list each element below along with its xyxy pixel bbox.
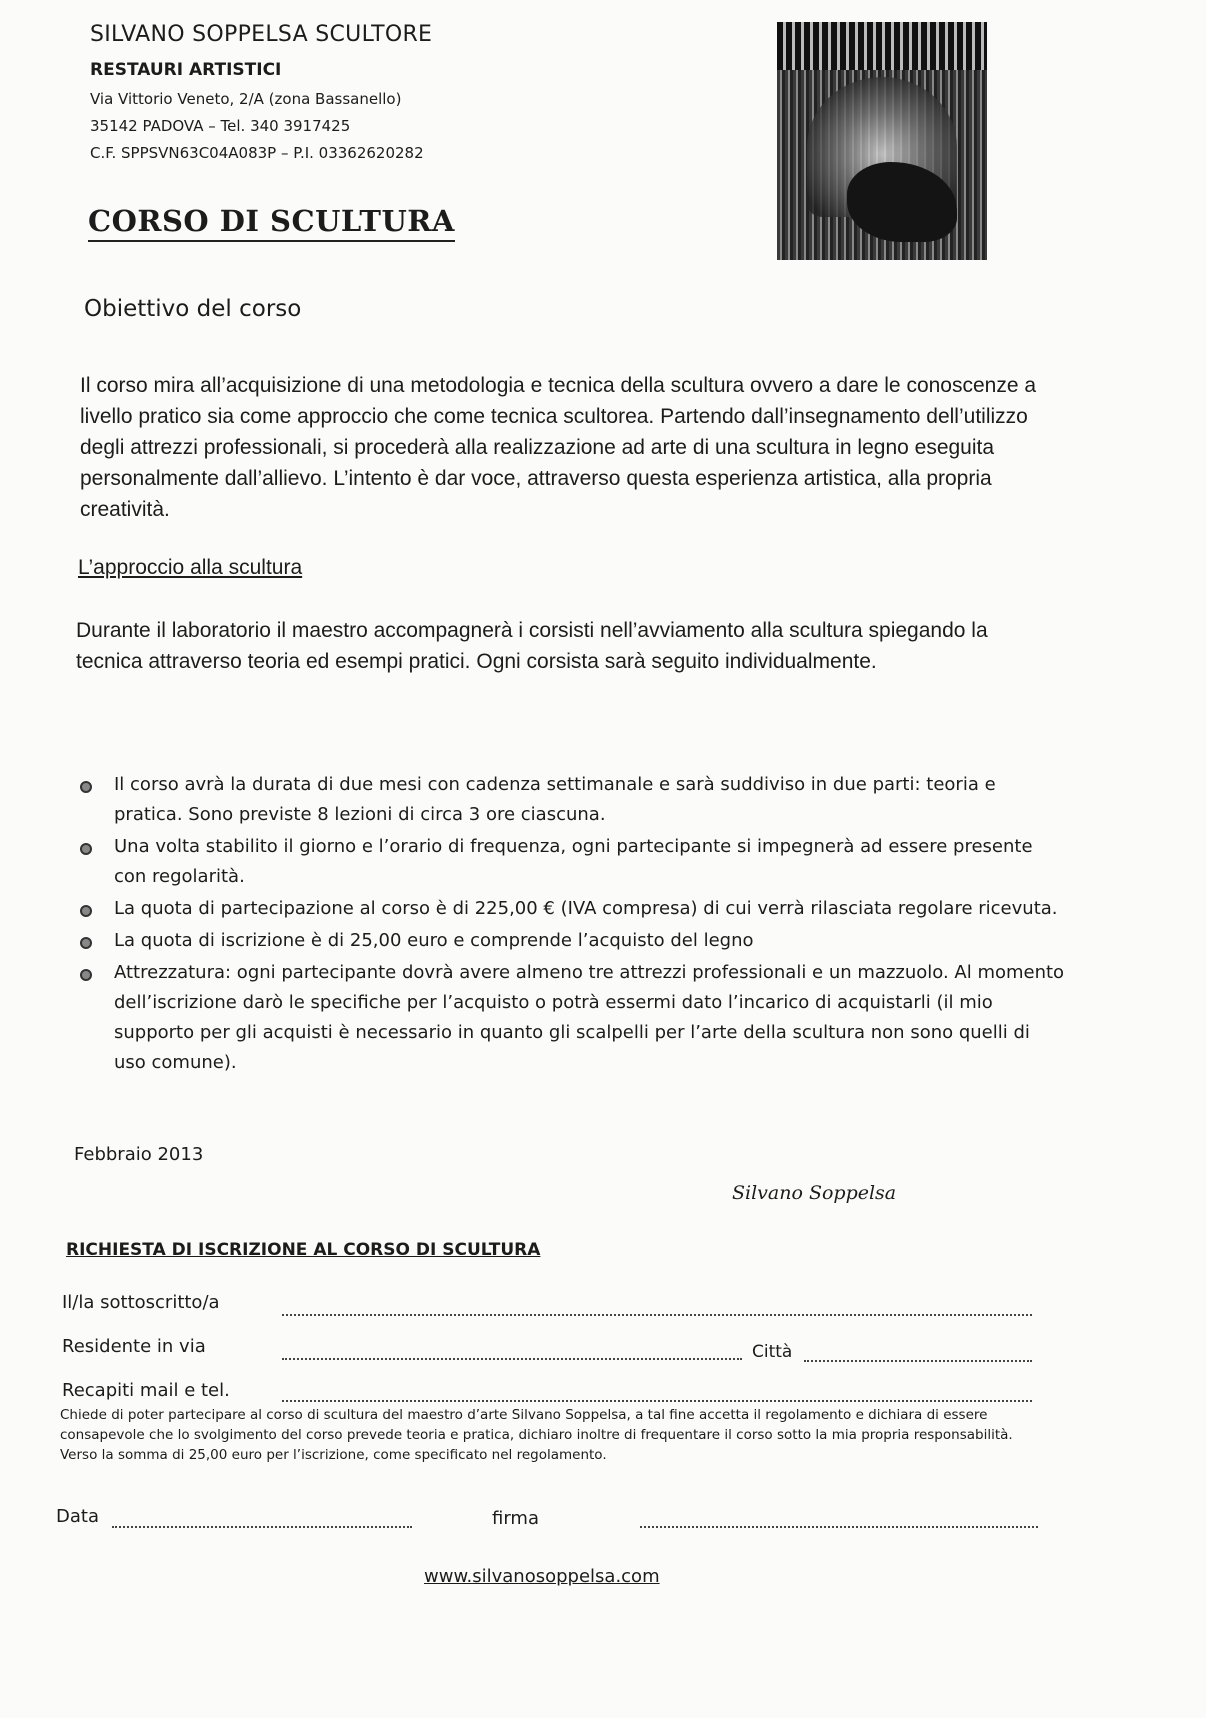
bullet-icon [80,969,92,981]
city-phone-line: 35142 PADOVA – Tel. 340 3917425 [90,117,351,135]
declaration-text: Chiede di poter partecipare al corso di scultura del maestro d’arte Silvano Soppelsa, a tal fine accetta il regolamento e dichiara di essere consapevole che lo svolgimento del corso prevede teoria e pratica, dichiaro inoltre di frequentare il corso sotto la mia propria responsabilità. Verso la somma di 25,00 euro per l’iscrizione, come specificato nel regolamento. [60,1407,1013,1463]
list-item: Il corso avrà la durata di due mesi con cadenza settimanale e sarà suddiviso in due parti: teoria e pratica. Sono previste 8 lezioni di circa 3 ore ciascuna. [76,770,1066,830]
document-date: Febbraio 2013 [74,1144,204,1165]
bullet-icon [80,937,92,949]
page-title: CORSO DI SCULTURA [88,204,455,242]
city-field-label: Città [752,1342,793,1362]
address-field[interactable] [282,1358,742,1360]
list-item: Attrezzatura: ogni partecipante dovrà avere almeno tre attrezzi professionali e un mazzuolo. Al momento dell’iscrizione darò le specifiche per l’acquisto o potrà essermi dato l’incarico di acquistarli (il mio supporto per gli acquisti è necessario in quanto gli scalpelli per l’arte della scultura non sono quelli di uso comune). [76,958,1066,1078]
sculptor-name: SILVANO SOPPELSA SCULTORE [90,22,433,47]
bullet-icon [80,843,92,855]
bullet-icon [80,905,92,917]
registration-heading: RICHIESTA DI ISCRIZIONE AL CORSO DI SCULTURA [66,1240,541,1260]
course-details-list [76,770,1066,1078]
objective-heading: Obiettivo del corso [84,296,302,322]
contacts-field[interactable] [282,1400,1032,1402]
list-item: La quota di iscrizione è di 25,00 euro e comprende l’acquisto del legno [76,926,1066,956]
name-field[interactable] [282,1314,1032,1316]
bullet-icon [80,781,92,793]
address-line: Via Vittorio Veneto, 2/A (zona Bassanello) [90,90,402,108]
website-link[interactable]: www.silvanosoppelsa.com [424,1566,660,1587]
signature: Silvano Soppelsa [732,1182,897,1204]
approach-text: Durante il laboratorio il maestro accompagnerà i corsisti nell’avviamento alla scultura spiegando la tecnica attraverso teoria ed esempi pratici. Ogni corsista sarà seguito individualmente. [76,619,988,673]
address-field-label: Residente in via [62,1336,206,1357]
name-field-label: Il/la sottoscritto/a [62,1292,220,1313]
list-item: Una volta stabilito il giorno e l’orario di frequenza, ogni partecipante si impegnerà ad essere presente con regolarità. [76,832,1066,892]
city-field[interactable] [804,1360,1032,1362]
business-subtitle: RESTAURI ARTISTICI [90,60,282,80]
sculpture-photo [777,22,987,260]
date-field[interactable] [112,1526,412,1528]
contacts-field-label: Recapiti mail e tel. [62,1380,230,1401]
signature-field-label: firma [492,1508,539,1529]
objective-text: Il corso mira all’acquisizione di una metodologia e tecnica della scultura ovvero a dare le conoscenze a livello pratico sia come approccio che come tecnica scultorea. Partendo dall’insegnamento dell’utilizzo degli attrezzi professionali, si procederà alla realizzazione ad arte di una scultura in legno eseguita personalmente dall’allievo. L’intento è dar voce, attraverso questa esperienza artistica, alla propria creatività. [80,374,1037,521]
tax-id-line: C.F. SPPSVN63C04A083P – P.I. 03362620282 [90,144,424,162]
signature-field[interactable] [640,1526,1038,1528]
date-field-label: Data [56,1506,99,1527]
list-item: La quota di partecipazione al corso è di 225,00 € (IVA compresa) di cui verrà rilasciata regolare ricevuta. [76,894,1066,924]
approach-heading: L’approccio alla scultura [78,556,303,579]
